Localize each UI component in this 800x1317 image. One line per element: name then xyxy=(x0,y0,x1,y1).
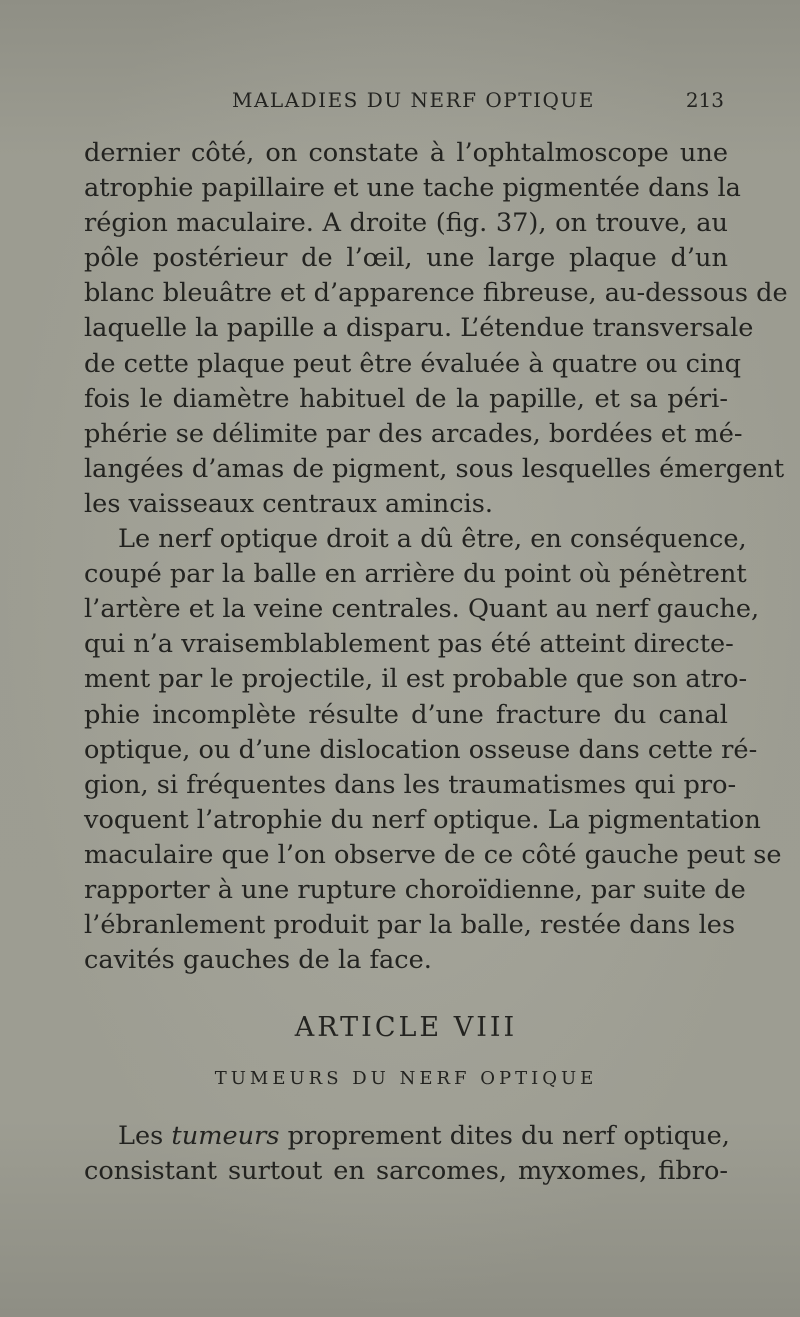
closing-paragraph xyxy=(84,1119,728,1189)
text-line: langées d’amas de pigment, sous lesquelles émergent xyxy=(84,453,785,484)
text-line: laquelle la papille a disparu. L’étendue transversale xyxy=(84,313,754,344)
page-number: 213 xyxy=(685,88,724,112)
text-line: les vaisseaux centraux amincis. xyxy=(84,488,494,519)
text-run: proprement dites du nerf optique, xyxy=(279,1121,730,1151)
text-line: voquent l’atrophie du nerf optique. La pigmentation xyxy=(84,804,761,835)
text-line: maculaire que l’on observe de ce côté gauche peut se xyxy=(84,839,782,870)
section-title: TUMEURS DU NERF OPTIQUE xyxy=(214,1068,598,1089)
text-run: Les xyxy=(118,1121,172,1151)
text-line: région maculaire. A droite (fig. 37), on trouve, au xyxy=(84,208,728,239)
text-line xyxy=(84,1119,728,1154)
text-line: blanc bleuâtre et d’apparence fibreuse, au-dessous de xyxy=(84,278,788,309)
text-line: optique, ou d’une dislocation osseuse dans cette ré- xyxy=(84,734,758,765)
text-line: de cette plaque peut être évaluée à quatre ou cinq xyxy=(84,348,742,379)
text-line: coupé par la balle en arrière du point où pénètrent xyxy=(84,559,747,590)
italic-term: tumeurs xyxy=(171,1121,280,1151)
text-line: pôle postérieur de l’œil, une large plaque d’un xyxy=(84,243,728,274)
text-line: qui n’a vraisemblablement pas été atteint directe- xyxy=(84,629,734,660)
text-line: rapporter à une rupture choroïdienne, par suite de xyxy=(84,874,746,905)
text-line: fois le diamètre habituel de la papille, et sa péri- xyxy=(84,383,728,414)
article-title: ARTICLE VIII xyxy=(294,1012,518,1043)
text-line: phie incomplète résulte d’une fracture du canal xyxy=(84,699,728,730)
running-title: MALADIES DU NERF OPTIQUE xyxy=(232,88,595,112)
running-header xyxy=(84,88,724,122)
text-line: gion, si fréquentes dans les traumatismes qui pro- xyxy=(84,769,737,800)
text-line: cavités gauches de la face. xyxy=(84,945,432,976)
text-line: dernier côté, on constate à l’ophtalmoscope une xyxy=(84,138,728,168)
text-line: consistant surtout en sarcomes, myxomes, fibro- xyxy=(84,1156,728,1187)
text-line: phérie se délimite par des arcades, bordées et mé- xyxy=(84,418,743,449)
text-line: l’artère et la veine centrales. Quant au nerf gauche, xyxy=(84,594,760,625)
text-line: Le nerf optique droit a dû être, en conséquence, xyxy=(118,524,747,555)
text-line: l’ébranlement produit par la balle, restée dans les xyxy=(84,910,736,941)
body-text xyxy=(84,136,788,978)
text-line: ment par le projectile, il est probable que son atro- xyxy=(84,664,748,695)
text-line: atrophie papillaire et une tache pigmentée dans la xyxy=(84,173,741,204)
